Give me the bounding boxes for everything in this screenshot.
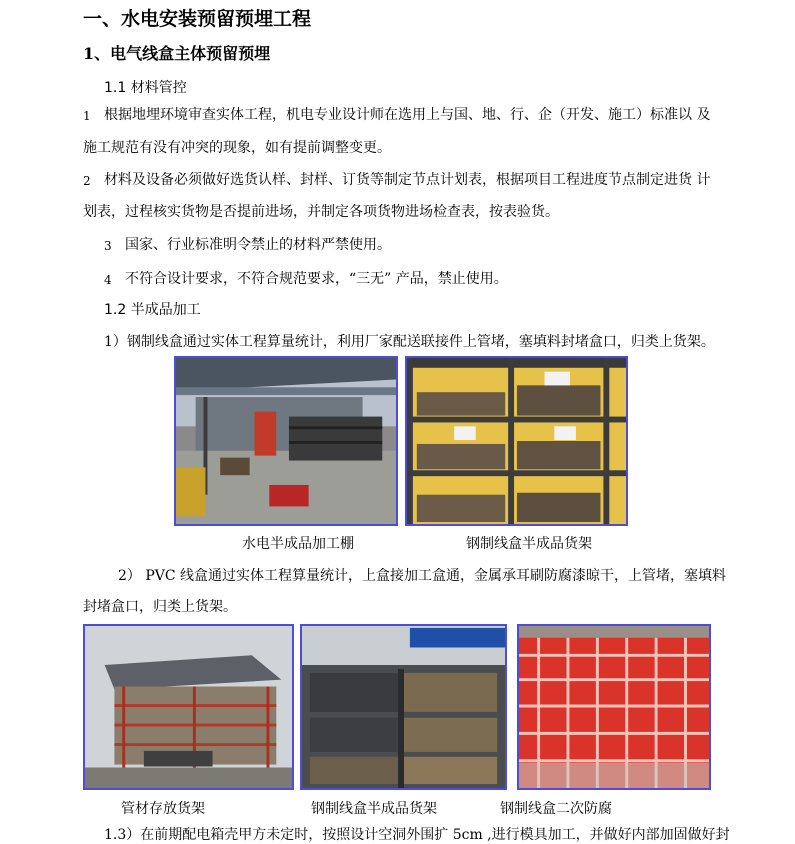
para-2-line-2: 划表，过程核实货物是否提前进场，并制定各项货物进场检查表，按表验货。 (83, 204, 559, 220)
photo-steel-box-anticorrosion (517, 624, 711, 790)
caption-photo-5: 钢制线盒二次防腐 (500, 801, 612, 817)
photo-steel-box-rack-1 (405, 356, 628, 526)
para-3-text: 国家、行业标准明令禁止的材料严禁使用。 (125, 237, 391, 253)
caption-photo-4: 钢制线盒半成品货架 (311, 801, 437, 817)
para-4-text: 不符合设计要求，不符合规范要求，“三无” 产品，禁止使用。 (125, 271, 508, 287)
section-1-1-title: 1.1 材料管控 (104, 80, 187, 96)
para-2-number: 2 (83, 174, 91, 188)
caption-photo-2: 钢制线盒半成品货架 (466, 536, 592, 552)
para-1-line-1: 根据地埋环境审查实体工程，机电专业设计师在选用上与国、地、行、企（开发、施工）标准以 及 (104, 107, 711, 123)
heading-2: 1、电气线盒主体预留预埋 (83, 44, 271, 63)
heading-1: 一、水电安装预留预埋工程 (83, 8, 312, 30)
photo-processing-shed (174, 356, 398, 526)
photo-pipe-storage-rack (83, 624, 294, 790)
item-1-text: 1）钢制线盒通过实体工程算量统计，利用厂家配送联接件上管堵，塞填料封堵盒口，归类上货架。 (104, 334, 715, 350)
para-4-number: 4 (104, 273, 112, 287)
para-2-line-1: 材料及设备必须做好选货认样、封样、订货等制定节点计划表，根据项目工程进度节点制定进货 计 (104, 172, 711, 188)
para-1-line-2: 施工规范有没有冲突的现象，如有提前调整变更。 (83, 140, 391, 156)
section-1-2-title: 1.2 半成品加工 (104, 302, 201, 318)
caption-photo-3: 管材存放货架 (121, 801, 205, 817)
para-3-number: 3 (104, 239, 112, 253)
item-3-text: 1.3）在前期配电箱壳甲方未定时，按照设计空洞外围扩 5cm ,进行模具加工，并做好内部加固做好封 (104, 827, 730, 843)
photo-steel-box-rack-2 (300, 624, 507, 790)
item-2-line-1: 2） PVC 线盒通过实体工程算量统计，上盒接加工盒通，金属承耳刷防腐漆晾干，上管堵，塞填料 (118, 568, 727, 584)
caption-photo-1: 水电半成品加工棚 (242, 536, 354, 552)
item-2-line-2: 封堵盒口，归类上货架。 (83, 599, 237, 615)
para-1-number: 1 (83, 109, 91, 123)
